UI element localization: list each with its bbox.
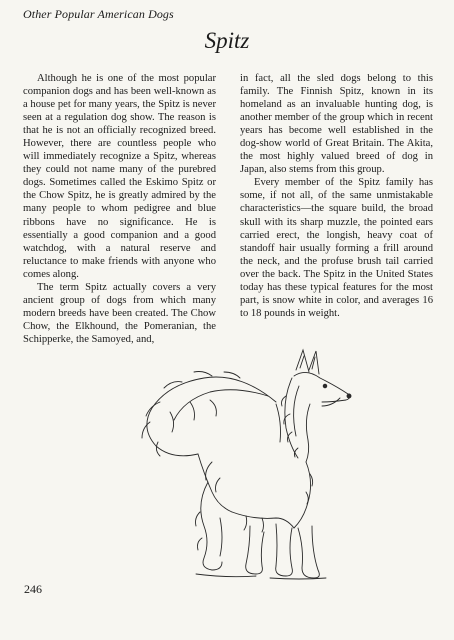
page-number: 246 xyxy=(24,582,42,596)
paragraph: Every member of the Spitz family has some, if not all, of the same unmistakable characteristics—the square build, the broad skull with its sharp muzzle, the pointed ears carried erect, the longish, heavy coat of standoff hair usually forming a frill around the neck, and the profuse brush tail carried over the back. The Spitz in the United States today has these typical features for the most part, is snow white in color, and averages 16 to 18 pounds in weight. xyxy=(240,177,433,319)
body-text xyxy=(23,72,433,346)
column-left xyxy=(23,72,216,346)
paragraph: in fact, all the sled dogs belong to this family. The Finnish Spitz, known in its homeland as an invaluable hunting dog, is another member of the group which in recent years has become well established in the dog-show world of Great Britain. The Akita, the most highly valued breed of dog in Japan, also stems from this group. xyxy=(240,73,433,176)
paragraph: Although he is one of the most popular companion dogs and has been well-known as a house pet for many years, the Spitz is never seen at a regulation dog show. The reason is that he is not an officially recognized breed. However, there are countless people who will immediately recognize a Spitz, whereas they could not name many of the purebred dogs. Sometimes called the Eskimo Spitz or the Chow Spitz, he is greatly admired by the many people to whom pedigree and blue ribbons have no significance. He is essentially a good companion and a good watchdog, with a natural reserve and reluctance to make friends with anyone who comes along. xyxy=(23,73,216,280)
running-head: Other Popular American Dogs xyxy=(23,7,174,21)
column-right xyxy=(240,72,433,346)
page-title: Spitz xyxy=(204,28,250,53)
spitz-dog-sketch-icon xyxy=(100,342,358,582)
paragraph: The term Spitz actually covers a very ancient group of dogs from which many modern breeds have been created. The Chow Chow, the Elkhound, the Pomeranian, the Schipperke, the Samoyed, and, xyxy=(23,281,216,345)
